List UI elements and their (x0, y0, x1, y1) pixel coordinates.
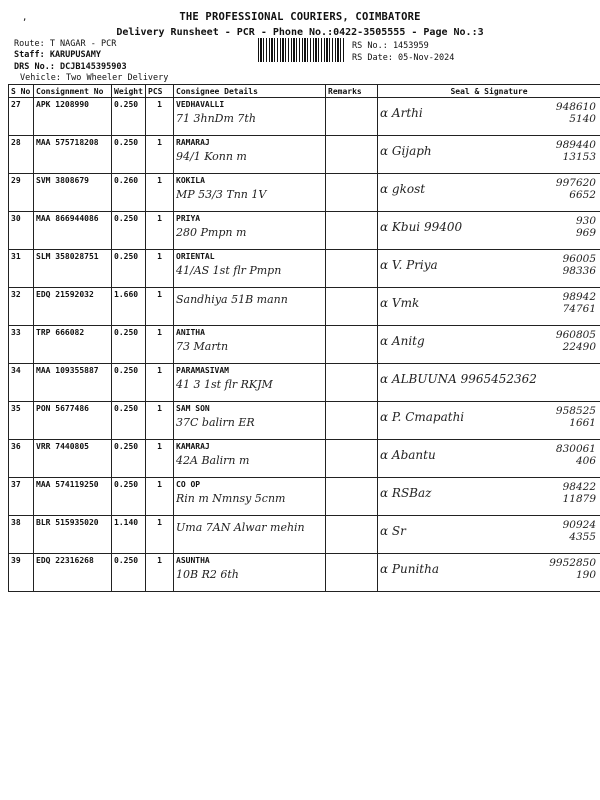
signature-handwritten: α V. Priya (380, 258, 438, 272)
staff-label: Staff: KARUPUSAMY (14, 50, 101, 60)
signature-handwritten: α Abantu (380, 448, 436, 462)
runsheet-subtitle: Delivery Runsheet - PCR - Phone No.:0422-3505555 - Page No.:3 (116, 27, 484, 38)
table-header-row (9, 85, 600, 98)
table-row (9, 516, 600, 554)
consignee-address-handwritten: Rin m Nmnsy 5cnm (176, 492, 286, 505)
cell-sno: 30 (9, 212, 34, 250)
cell-consignee (174, 440, 326, 478)
cell-seal-signature (378, 402, 600, 440)
phone-line-1: 989440 (555, 139, 596, 151)
cell-consignee (174, 364, 326, 402)
phone-line-2: 5140 (569, 113, 596, 125)
barcode-image (258, 38, 346, 62)
cell-sno: 32 (9, 288, 34, 326)
phone-handwritten (563, 519, 596, 543)
consignee-address-handwritten: 280 Pmpn m (176, 226, 247, 239)
col-remarks: Remarks (326, 85, 378, 98)
cell-consignee (174, 554, 326, 592)
cell-seal-signature (378, 516, 600, 554)
header-mark: , (22, 13, 28, 23)
cell-remarks (326, 326, 378, 364)
cell-consignee (174, 136, 326, 174)
cell-weight: 1.140 (112, 516, 146, 554)
cell-consignment-no: EDQ 22316268 (34, 554, 112, 592)
cell-sno: 35 (9, 402, 34, 440)
cell-weight: 0.250 (112, 326, 146, 364)
table-row (9, 250, 600, 288)
col-seal-signature: Seal & Signature (378, 85, 600, 98)
cell-remarks (326, 516, 378, 554)
table-row (9, 212, 600, 250)
cell-consignee (174, 478, 326, 516)
cell-pcs: 1 (146, 554, 174, 592)
cell-pcs: 1 (146, 250, 174, 288)
cell-pcs: 1 (146, 478, 174, 516)
consignee-name: ORIENTAL (176, 252, 215, 261)
consignee-name: ANITHA (176, 328, 205, 337)
phone-line-2: 406 (575, 455, 596, 467)
cell-consignment-no: VRR 7440805 (34, 440, 112, 478)
cell-weight: 0.250 (112, 554, 146, 592)
signature-handwritten: α Gijaph (380, 144, 432, 158)
cell-pcs: 1 (146, 174, 174, 212)
cell-pcs: 1 (146, 364, 174, 402)
phone-line-2: 190 (575, 569, 596, 581)
consignee-name: CO OP (176, 480, 201, 489)
cell-consignment-no: PON 5677486 (34, 402, 112, 440)
vehicle-label: Vehicle: Two Wheeler Delivery (20, 73, 169, 83)
signature-handwritten: α ALBUUNA 9965452362 (380, 372, 537, 386)
signature-handwritten: α Kbui 99400 (380, 220, 463, 234)
consignee-name: ASUNTHA (176, 556, 210, 565)
cell-consignment-no: EDQ 21592032 (34, 288, 112, 326)
consignee-address-handwritten: Sandhiya 51B mann (176, 293, 288, 306)
phone-handwritten (556, 329, 596, 353)
phone-handwritten (563, 291, 596, 315)
consignee-address-handwritten: 10B R2 6th (176, 568, 239, 581)
cell-remarks (326, 288, 378, 326)
cell-weight: 0.250 (112, 478, 146, 516)
cell-seal-signature (378, 326, 600, 364)
cell-remarks (326, 478, 378, 516)
phone-line-1: 930 (575, 215, 596, 227)
consignee-name: VEDHAVALLI (176, 100, 225, 109)
consignee-name: PARAMASIVAM (176, 366, 229, 375)
phone-handwritten (556, 101, 596, 125)
cell-weight: 0.250 (112, 136, 146, 174)
phone-line-1: 98942 (562, 291, 596, 303)
cell-seal-signature (378, 212, 600, 250)
consignee-address-handwritten: 37C balirn ER (176, 416, 255, 429)
phone-line-1: 9952850 (549, 557, 596, 569)
phone-handwritten (556, 405, 596, 429)
cell-pcs: 1 (146, 98, 174, 136)
phone-line-1: 90924 (562, 519, 596, 531)
signature-handwritten: α P. Cmapathi (380, 410, 465, 424)
phone-line-1: 948610 (555, 101, 596, 113)
cell-seal-signature (378, 288, 600, 326)
col-weight: Weight (112, 85, 146, 98)
company-title: THE PROFESSIONAL COURIERS, COIMBATORE (179, 11, 421, 23)
consignee-address-handwritten: MP 53/3 Tnn 1V (176, 188, 267, 201)
cell-weight: 0.250 (112, 212, 146, 250)
cell-consignee (174, 288, 326, 326)
cell-weight: 0.250 (112, 402, 146, 440)
signature-handwritten: α Punitha (380, 562, 439, 576)
phone-line-2: 13153 (562, 151, 596, 163)
table-row (9, 326, 600, 364)
cell-consignment-no: SLM 358028751 (34, 250, 112, 288)
cell-consignment-no: SVM 3808679 (34, 174, 112, 212)
phone-handwritten (556, 177, 596, 201)
cell-consignee (174, 402, 326, 440)
phone-line-2: 74761 (562, 303, 596, 315)
cell-pcs: 1 (146, 212, 174, 250)
cell-pcs: 1 (146, 516, 174, 554)
cell-sno: 31 (9, 250, 34, 288)
cell-seal-signature (378, 250, 600, 288)
cell-consignment-no: TRP 666082 (34, 326, 112, 364)
cell-consignee (174, 516, 326, 554)
phone-line-1: 997620 (555, 177, 596, 189)
cell-consignment-no: MAA 109355887 (34, 364, 112, 402)
cell-weight: 0.250 (112, 364, 146, 402)
col-consignment: Consignment No (34, 85, 112, 98)
consignee-address-handwritten: 41 3 1st flr RKJM (176, 378, 273, 391)
cell-remarks (326, 364, 378, 402)
phone-line-1: 96005 (562, 253, 596, 265)
signature-handwritten: α gkost (380, 182, 426, 196)
cell-sno: 36 (9, 440, 34, 478)
phone-line-2: 11879 (562, 493, 596, 505)
cell-sno: 27 (9, 98, 34, 136)
cell-consignee (174, 326, 326, 364)
table-row (9, 364, 600, 402)
phone-line-2: 969 (575, 227, 596, 239)
rs-number: RS No.: 1453959 (352, 41, 429, 51)
cell-seal-signature (378, 478, 600, 516)
consignee-address-handwritten: 94/1 Konn m (176, 150, 247, 163)
consignee-name: SAM SON (176, 404, 210, 413)
cell-pcs: 1 (146, 402, 174, 440)
cell-weight: 0.250 (112, 250, 146, 288)
cell-pcs: 1 (146, 136, 174, 174)
consignee-address-handwritten: Uma 7AN Alwar mehin (176, 521, 305, 534)
cell-sno: 38 (9, 516, 34, 554)
cell-remarks (326, 250, 378, 288)
cell-remarks (326, 402, 378, 440)
cell-seal-signature (378, 136, 600, 174)
phone-line-2: 22490 (562, 341, 596, 353)
table-row (9, 288, 600, 326)
cell-sno: 29 (9, 174, 34, 212)
cell-seal-signature (378, 98, 600, 136)
cell-consignee (174, 250, 326, 288)
phone-line-2: 98336 (562, 265, 596, 277)
table-row (9, 478, 600, 516)
cell-pcs: 1 (146, 288, 174, 326)
cell-pcs: 1 (146, 326, 174, 364)
cell-remarks (326, 554, 378, 592)
cell-seal-signature (378, 364, 600, 402)
rs-date: RS Date: 05-Nov-2024 (352, 53, 455, 63)
cell-sno: 37 (9, 478, 34, 516)
consignee-name: RAMARAJ (176, 138, 210, 147)
route-label: Route: T NAGAR - PCR (14, 39, 117, 49)
cell-consignment-no: APK 1208990 (34, 98, 112, 136)
consignee-address-handwritten: 71 3hnDm 7th (176, 112, 256, 125)
cell-consignee (174, 212, 326, 250)
col-sno: S No (9, 85, 34, 98)
phone-line-2: 4355 (569, 531, 596, 543)
signature-handwritten: α Anitg (380, 334, 425, 348)
cell-seal-signature (378, 554, 600, 592)
table-row (9, 554, 600, 592)
table-row (9, 136, 600, 174)
cell-remarks (326, 98, 378, 136)
table-row (9, 440, 600, 478)
cell-weight: 0.250 (112, 98, 146, 136)
drs-number: DRS No.: DCJB145395903 (14, 62, 127, 72)
phone-line-2: 6652 (569, 189, 596, 201)
phone-handwritten (556, 443, 596, 467)
cell-remarks (326, 174, 378, 212)
signature-handwritten: α Sr (380, 524, 406, 538)
cell-sno: 39 (9, 554, 34, 592)
signature-handwritten: α Vmk (380, 296, 420, 310)
cell-sno: 33 (9, 326, 34, 364)
table-row (9, 402, 600, 440)
cell-pcs: 1 (146, 440, 174, 478)
cell-weight: 1.660 (112, 288, 146, 326)
consignee-address-handwritten: 41/AS 1st flr Pmpn (176, 264, 282, 277)
phone-handwritten (576, 215, 596, 239)
consignee-address-handwritten: 42A Balirn m (176, 454, 250, 467)
phone-line-1: 98422 (562, 481, 596, 493)
phone-line-1: 958525 (555, 405, 596, 417)
cell-seal-signature (378, 440, 600, 478)
phone-handwritten (563, 253, 596, 277)
runsheet-table (8, 84, 600, 592)
cell-consignment-no: BLR 515935020 (34, 516, 112, 554)
cell-sno: 34 (9, 364, 34, 402)
cell-sno: 28 (9, 136, 34, 174)
cell-consignment-no: MAA 575718208 (34, 136, 112, 174)
phone-line-1: 830061 (555, 443, 596, 455)
phone-line-2: 1661 (569, 417, 596, 429)
cell-weight: 0.250 (112, 440, 146, 478)
col-consignee: Consignee Details (174, 85, 326, 98)
cell-weight: 0.260 (112, 174, 146, 212)
cell-consignment-no: MAA 866944086 (34, 212, 112, 250)
table-row (9, 174, 600, 212)
cell-remarks (326, 212, 378, 250)
signature-handwritten: α Arthi (380, 106, 423, 120)
phone-handwritten (556, 139, 596, 163)
cell-consignee (174, 98, 326, 136)
consignee-name: PRIYA (176, 214, 201, 223)
table-row (9, 98, 600, 136)
phone-handwritten (549, 557, 596, 581)
cell-consignee (174, 174, 326, 212)
cell-consignment-no: MAA 574119250 (34, 478, 112, 516)
phone-line-1: 960805 (555, 329, 596, 341)
cell-remarks (326, 136, 378, 174)
col-pcs: PCS (146, 85, 174, 98)
consignee-name: KAMARAJ (176, 442, 210, 451)
consignee-address-handwritten: 73 Martn (176, 340, 229, 353)
cell-seal-signature (378, 174, 600, 212)
consignee-name: KOKILA (176, 176, 205, 185)
signature-handwritten: α RSBaz (380, 486, 432, 500)
cell-remarks (326, 440, 378, 478)
phone-handwritten (563, 481, 596, 505)
